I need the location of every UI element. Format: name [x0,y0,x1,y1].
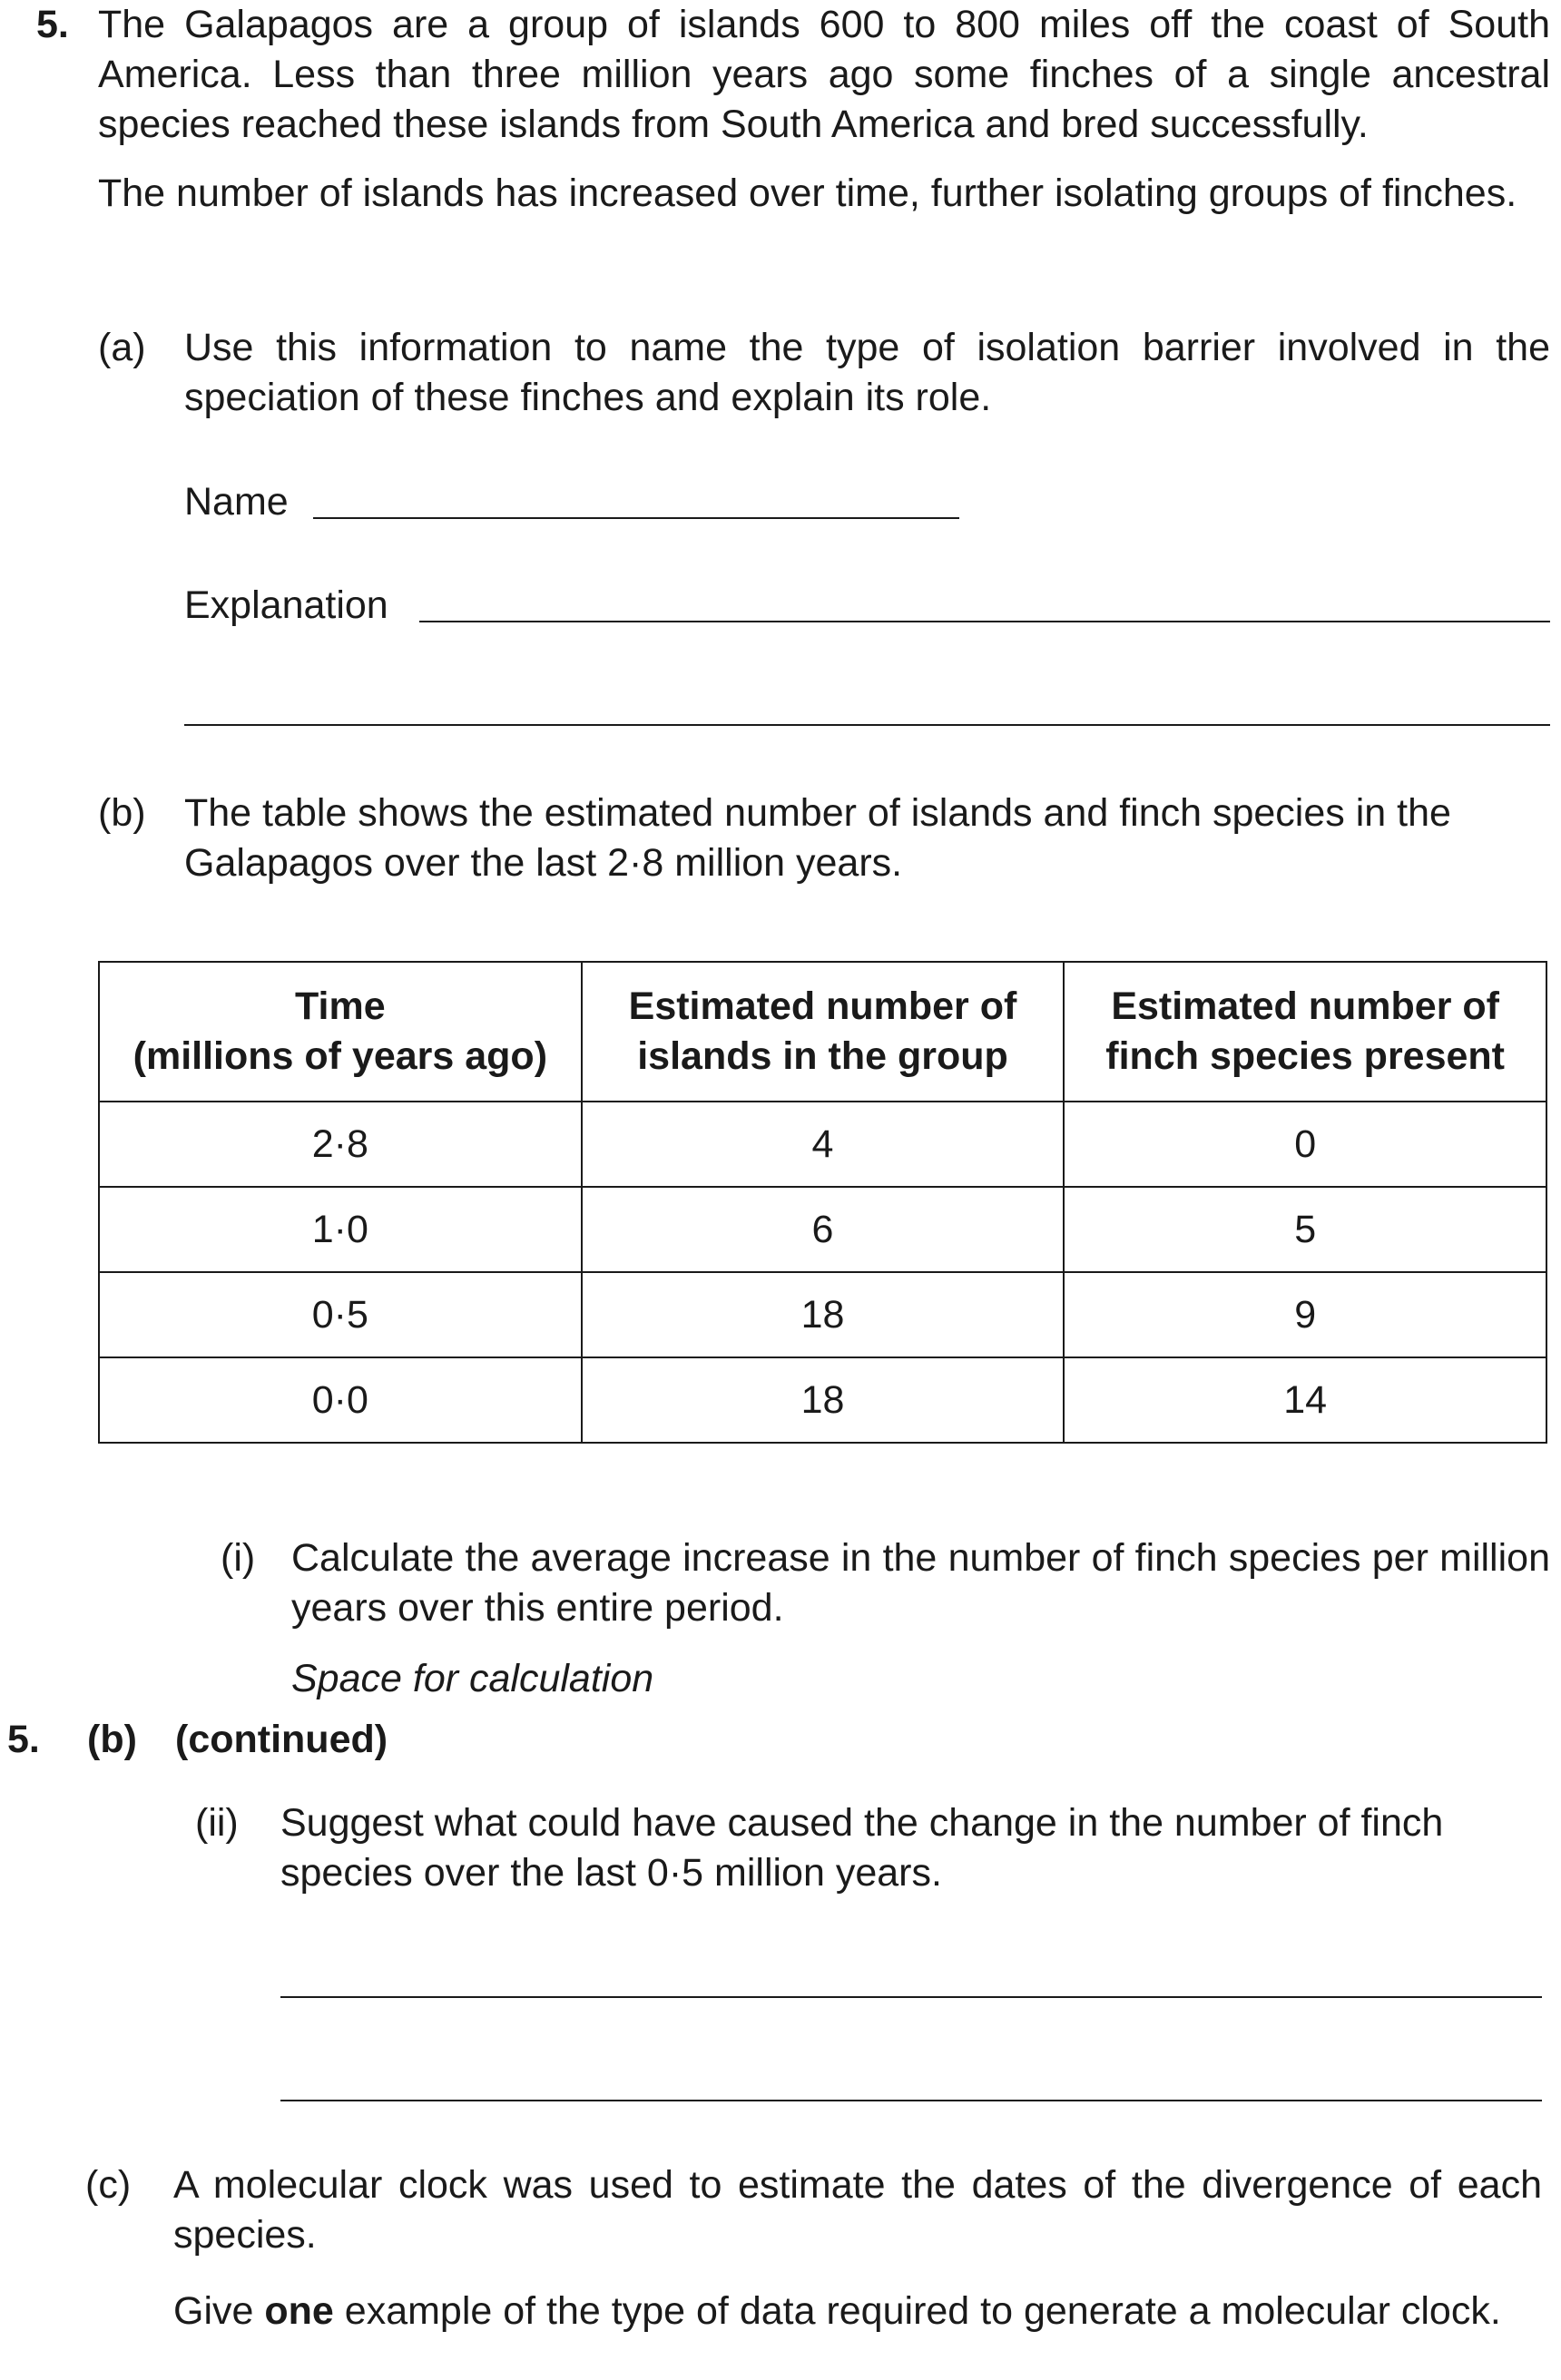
part-c-instruction: Give one example of the type of data required to generate a molecular clock. [173,2289,1501,2333]
part-a-text: Use this information to name the type of isolation barrier involved in the speciation of these finches and explain its role. [184,326,1550,419]
space-for-calculation-label: Space for calculation [291,1657,654,1700]
sub-ii-text: Suggest what could have caused the change in the number of finch species over the last 0·5 million years. [280,1801,1444,1895]
explanation-label: Explanation [184,583,388,627]
table-cell: 0·0 [99,1357,582,1443]
table-cell: 18 [582,1272,1065,1357]
table-cell: 1·0 [99,1187,582,1272]
table-cell: 18 [582,1357,1065,1443]
continued-heading: (continued) [175,1718,388,1761]
table-row [99,1357,1546,1443]
continued-part-label: (b) [87,1718,137,1761]
table-header-row [99,962,1546,1102]
question-intro-paragraph-2: The number of islands has increased over time, further isolating groups of finches. [98,171,1517,215]
sub-i-label: (i) [221,1536,256,1580]
table-cell: 0 [1064,1102,1546,1187]
part-b-label: (b) [98,791,146,835]
explanation-answer-line-1[interactable] [419,621,1550,622]
name-label: Name [184,480,289,524]
part-a-label: (a) [98,326,146,369]
column-header-islands: Estimated number of islands in the group [582,962,1065,1102]
question-intro-paragraph: The Galapagos are a group of islands 600 to 800 miles off the coast of South America. Less than three million years ago some finches of a single ancestral species reached these islands from South America and bred successfully. [98,3,1550,146]
table-cell: 2·8 [99,1102,582,1187]
sub-ii-label: (ii) [195,1801,239,1845]
table-row [99,1272,1546,1357]
table-cell: 0·5 [99,1272,582,1357]
question-number: 5. [36,3,69,46]
sub-ii-answer-line-1[interactable] [280,1996,1542,1998]
finch-data-table [98,961,1547,1444]
sub-i-text: Calculate the average increase in the number of finch species per million years over this entire period. [291,1536,1550,1630]
table-row [99,1102,1546,1187]
column-header-species: Estimated number of finch species present [1064,962,1546,1102]
part-b-text: The table shows the estimated number of islands and finch species in the Galapagos over the last 2·8 million years. [184,791,1451,885]
part-c-label: (c) [85,2163,132,2207]
sub-ii-answer-line-2[interactable] [280,2100,1542,2101]
explanation-answer-line-2[interactable] [184,724,1550,726]
part-c-text: A molecular clock was used to estimate the dates of the divergence of each species. [173,2163,1542,2257]
table-cell: 9 [1064,1272,1546,1357]
table-row [99,1187,1546,1272]
table-cell: 6 [582,1187,1065,1272]
emphasis-one: one [264,2289,334,2333]
continued-question-number: 5. [7,1718,40,1761]
column-header-time: Time (millions of years ago) [99,962,582,1102]
name-answer-line[interactable] [313,517,959,519]
table-cell: 5 [1064,1187,1546,1272]
table-cell: 14 [1064,1357,1546,1443]
table-cell: 4 [582,1102,1065,1187]
